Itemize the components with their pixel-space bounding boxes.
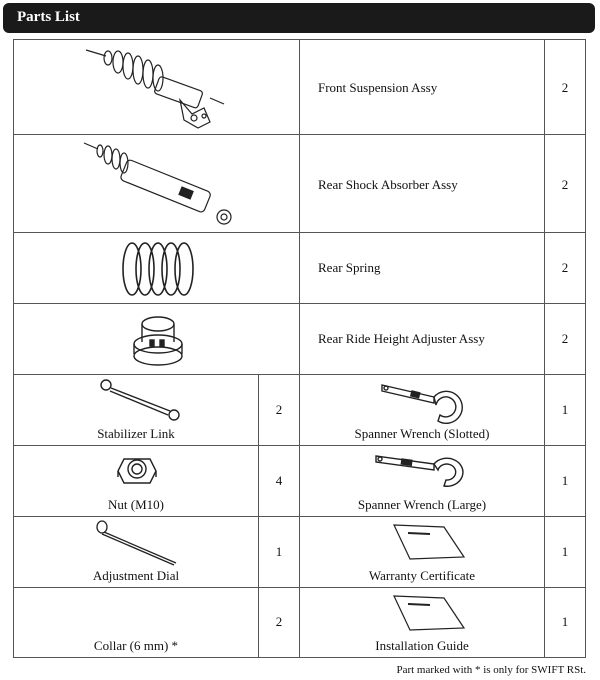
spanner-large-icon: [372, 450, 472, 490]
nut-icon: [116, 451, 158, 491]
front-suspension-icon: [80, 42, 230, 132]
part-image-cell: [13, 232, 300, 304]
part-qty: 1: [561, 473, 569, 488]
part-image-cell: [13, 587, 259, 658]
part-qty: 2: [561, 331, 569, 346]
part-name-cell: [299, 134, 545, 233]
part-name-cell: [299, 39, 545, 135]
part-qty: 1: [275, 544, 283, 559]
part-image-cell: [13, 516, 259, 588]
part-name: Spanner Wrench (Large): [357, 497, 487, 512]
part-image-cell: [13, 39, 300, 135]
rear-shock-icon: [78, 137, 238, 231]
part-image-cell: [299, 445, 545, 517]
part-image-cell: [299, 374, 545, 446]
part-qty-cell: [258, 445, 300, 517]
stabilizer-link-icon: [98, 377, 182, 423]
part-name: Front Suspension Assy: [318, 80, 438, 95]
part-name: Warranty Certificate: [368, 568, 476, 583]
part-qty: 1: [561, 402, 569, 417]
part-qty-cell: [544, 445, 586, 517]
page-title: Parts List: [17, 9, 80, 25]
part-image-cell: [13, 134, 300, 233]
part-qty: 2: [561, 177, 569, 192]
part-name: Rear Ride Height Adjuster Assy: [318, 331, 485, 346]
spanner-slotted-icon: [378, 379, 468, 425]
footnote: Part marked with * is only for SWIFT RSt.: [396, 664, 586, 676]
part-qty-cell: [544, 39, 586, 135]
part-name: Nut (M10): [108, 497, 164, 512]
parts-list-header: [3, 3, 595, 33]
part-image-cell: [13, 303, 300, 375]
ride-height-adjuster-icon: [130, 312, 186, 370]
part-qty-cell: [544, 374, 586, 446]
part-qty-cell: [544, 516, 586, 588]
part-image-cell: [299, 587, 545, 658]
part-name: Rear Spring: [318, 260, 381, 275]
part-qty: 2: [561, 80, 569, 95]
part-qty: 4: [275, 473, 283, 488]
part-qty-cell: [544, 303, 586, 375]
parts-table: [13, 39, 586, 658]
part-qty: 2: [275, 402, 283, 417]
part-qty-cell: [258, 516, 300, 588]
part-qty-cell: [544, 134, 586, 233]
part-name: Stabilizer Link: [97, 426, 175, 441]
part-name-cell: [299, 232, 545, 304]
part-qty: 1: [561, 614, 569, 629]
part-qty: 1: [561, 544, 569, 559]
part-image-cell: [299, 516, 545, 588]
rear-spring-icon: [116, 238, 198, 300]
warranty-certificate-icon: [380, 523, 470, 563]
part-image-cell: [13, 445, 259, 517]
part-image-cell: [13, 374, 259, 446]
installation-guide-icon: [380, 594, 470, 634]
part-qty-cell: [544, 587, 586, 658]
part-name: Installation Guide: [375, 638, 469, 653]
part-qty: 2: [561, 260, 569, 275]
part-qty-cell: [544, 232, 586, 304]
part-name-cell: [299, 303, 545, 375]
adjustment-dial-icon: [94, 519, 180, 567]
part-qty: 2: [275, 614, 283, 629]
part-name: Spanner Wrench (Slotted): [354, 426, 490, 441]
part-qty-cell: [258, 587, 300, 658]
part-name: Rear Shock Absorber Assy: [318, 177, 458, 192]
part-name: Adjustment Dial: [92, 568, 180, 583]
part-qty-cell: [258, 374, 300, 446]
part-name: Collar (6 mm) *: [93, 638, 179, 653]
